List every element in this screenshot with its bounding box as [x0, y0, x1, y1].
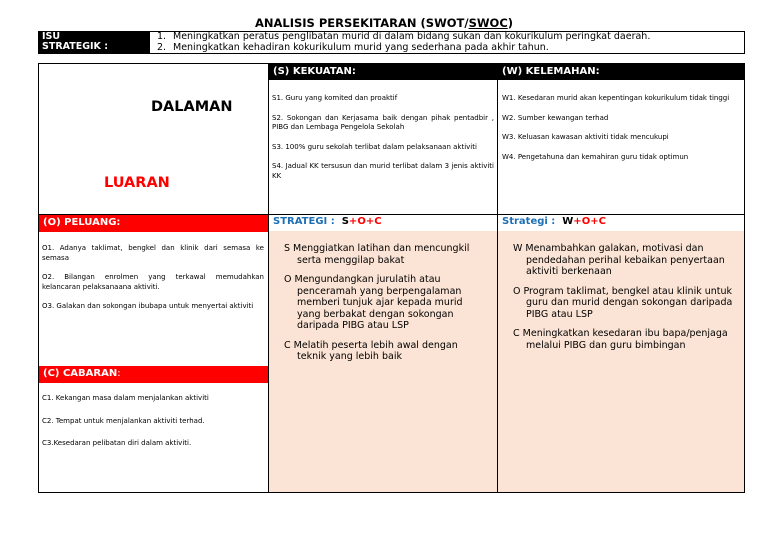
strategi-woc-header: Strategi : W+O+C: [502, 216, 606, 227]
kekuatan-header: (S) KEKUATAN:: [269, 64, 497, 80]
kekuatan-item: S2. Sokongan dan Kerjasama baik dengan pihak pentadbir , PIBG dan Lembaga Pengelola Sekolah: [272, 113, 494, 131]
strategi-woc-list: [513, 243, 739, 359]
isu-item-1: 1. Meningkatkan peratus penglibatan murid di dalam bidang sukan dan kokurikulum peringkat daerah.: [157, 31, 651, 42]
kelemahan-item: W1. Kesedaran murid akan kepentingan kokurikulum tidak tinggi: [502, 94, 730, 102]
isu-strategik-label: ISU STRATEGIK :: [39, 32, 150, 53]
strategi-soc-list: [284, 243, 484, 371]
peluang-item: O1. Adanya taklimat, bengkel dan klinik dari semasa ke semasa: [42, 244, 264, 262]
kelemahan-item: W2. Sumber kewangan terhad: [502, 113, 609, 122]
kekuatan-item: S1. Guru yang komited dan proaktif: [272, 94, 398, 102]
kelemahan-header: (W) KELEMAHAN:: [498, 64, 744, 80]
kelemahan-item: W4. Pengetahuna dan kemahiran guru tidak optimun: [502, 152, 689, 161]
strategi-woc-item: C Meningkatkan kesedaran ibu bapa/penjaga melalui PIBG dan guru bimbingan: [513, 328, 728, 351]
document-title: ANALISIS PERSEKITARAN (SWOT/SWOC): [254, 16, 514, 30]
peluang-list: [42, 244, 264, 322]
peluang-item: O2. Bilangan enrolmen yang terkawal memudahkan kelancaran pelaksanaana aktiviti.: [42, 273, 264, 291]
kekuatan-item: S3. 100% guru sekolah terlibat dalam pelaksanaan aktiviti: [272, 142, 477, 151]
cabaran-item: C1. Kekangan masa dalam menjalankan aktiviti: [42, 394, 209, 402]
strategi-soc-item: O Mengundangkan jurulatih atau penceramah yang berpengalaman memberi tunjuk ajar kepada murid yang berbakat dengan sokongan daripada PIBG atau LSP: [284, 274, 463, 331]
isu-strategik-list: [157, 32, 650, 53]
luaran-label: LUARAN: [104, 175, 170, 191]
dalaman-label: DALAMAN: [151, 99, 233, 115]
cabaran-header: (C) CABARAN:: [39, 366, 268, 383]
peluang-header: (O) PELUANG:: [39, 215, 268, 232]
kekuatan-item: S4. Jadual KK tersusun dan murid terlibat dalam 3 jenis aktiviti KK: [272, 162, 494, 180]
strategi-woc-item: W Menambahkan galakan, motivasi dan pendedahan perihal kebaikan penyertaan aktiviti berkenaan: [513, 243, 725, 277]
cabaran-item: C2. Tempat untuk menjalankan aktiviti terhad.: [42, 416, 205, 425]
kelemahan-item: W3. Keluasan kawasan aktiviti tidak mencukupi: [502, 133, 669, 141]
isu-strategik-box: [38, 31, 745, 54]
peluang-item: O3. Galakan dan sokongan ibubapa untuk menyertai aktiviti: [42, 302, 254, 310]
kekuatan-list: [272, 94, 494, 191]
strategi-soc-item: S Menggiatkan latihan dan mencungkil serta menggilap bakat: [284, 243, 470, 266]
cabaran-item: C3.Kesedaran pelibatan diri dalam aktiviti.: [42, 439, 192, 447]
strategi-woc-item: O Program taklimat, bengkel atau klinik untuk guru dan murid dengan sokongan daripada PIBG atau LSP: [513, 285, 733, 320]
strategi-soc-item: C Melatih peserta lebih awal dengan teknik yang lebih baik: [284, 339, 458, 362]
kelemahan-list: [502, 94, 740, 172]
isu-item-2: 2. Meningkatkan kehadiran kokurikulum murid yang sederhana pada akhir tahun.: [157, 41, 549, 53]
cabaran-list: [42, 394, 264, 459]
strategi-soc-header: STRATEGI : S+O+C: [273, 216, 382, 227]
